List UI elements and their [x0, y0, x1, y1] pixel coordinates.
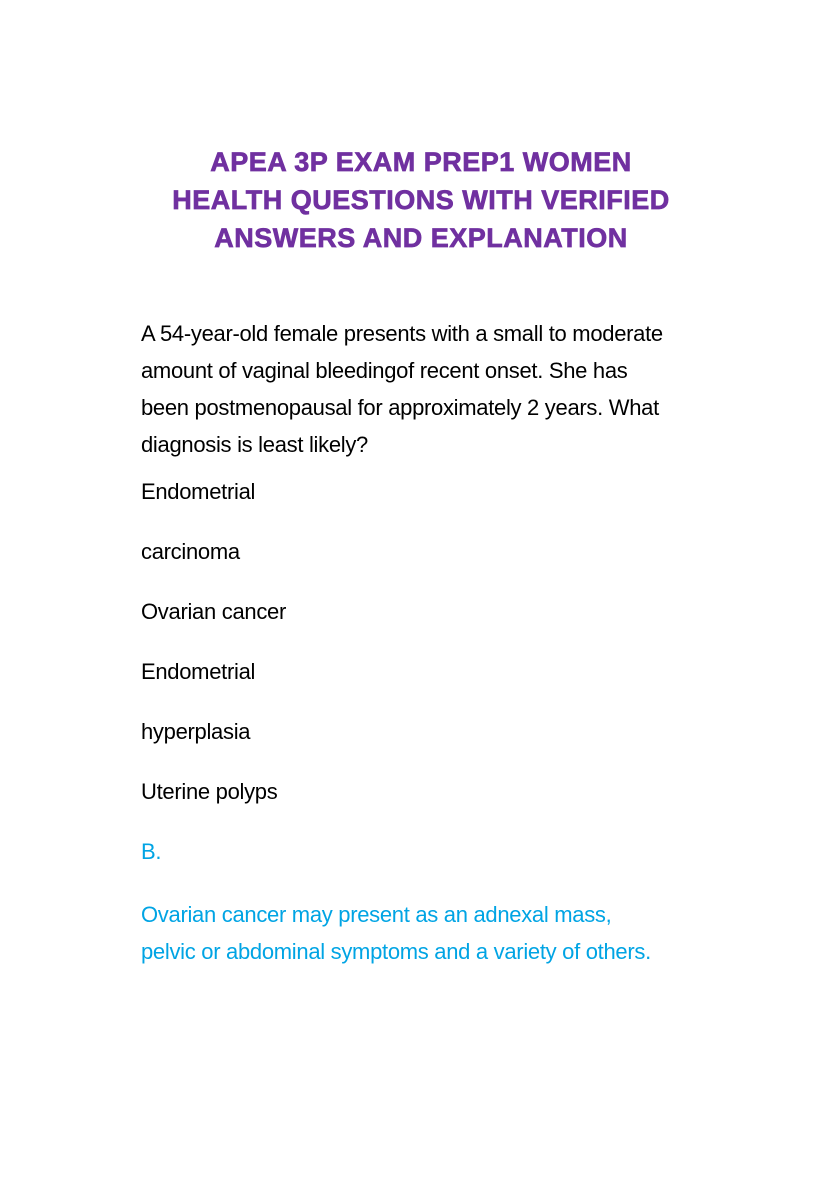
document-title-line-3: ANSWERS AND EXPLANATION: [214, 223, 628, 253]
question-text-line-1: A 54-year-old female presents with a small to moderate: [141, 321, 663, 346]
answer-options: [141, 473, 701, 810]
answer-option-4: Endometrial: [141, 659, 256, 684]
answer-explanation-line-2: pelvic or abdominal symptoms and a variety of others.: [141, 939, 651, 964]
answer-option-6: Uterine polyps: [141, 779, 278, 804]
question-text-line-3: been postmenopausal for approximately 2 years. What: [141, 395, 659, 420]
correct-answer-label: B.: [141, 839, 162, 864]
answer-explanation-line-1: Ovarian cancer may present as an adnexal mass,: [141, 902, 612, 927]
answer-option-1: Endometrial: [141, 479, 256, 504]
answer-option-5: hyperplasia: [141, 719, 251, 744]
document-title-line-1: APEA 3P EXAM PREP1 WOMEN: [210, 147, 632, 177]
question-text-line-2: amount of vaginal bleedingof recent onset. She has: [141, 358, 628, 383]
document-title-line-2: HEALTH QUESTIONS WITH VERIFIED: [172, 185, 670, 215]
answer-explanation: [141, 896, 701, 970]
answer-option-3: Ovarian cancer: [141, 599, 286, 624]
question-text: [141, 315, 701, 463]
question-text-line-4: diagnosis is least likely?: [141, 432, 368, 457]
document-title: [141, 143, 701, 257]
answer-option-2: carcinoma: [141, 539, 240, 564]
